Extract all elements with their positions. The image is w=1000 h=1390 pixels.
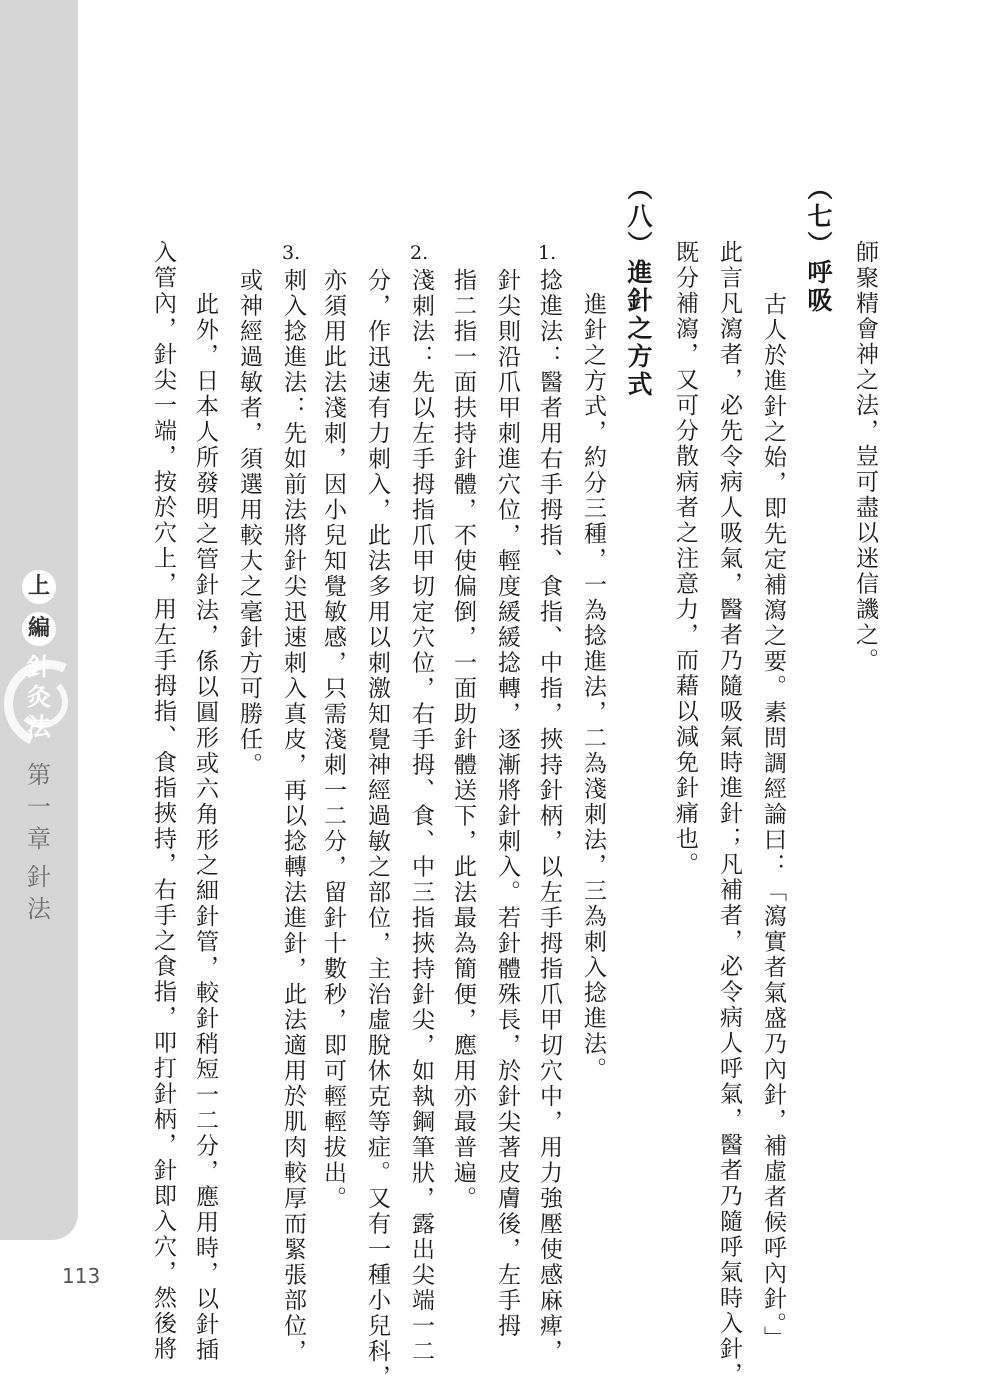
part-marker-2: 編: [0, 612, 78, 646]
extra-text-column-1: 此外，日本人所發明之管針法，係以圓形或六角形之細針管，較針稍短一二分，應用時，以針插: [192, 292, 218, 1363]
chapter-char-3: 章: [27, 825, 51, 853]
s7-text-column-3: 既分補瀉，又可分散病者之注意力，而藉以減免針痛也。: [672, 240, 698, 878]
s7-text-column-1: 古人於進針之始，即先定補瀉之要。素問調經論曰：「瀉實者氣盛乃內針，補虛者候呼內針。」: [760, 292, 786, 1352]
s8-intro-column: 進針之方式，約分三種，一為捻進法，二為淺刺法，三為刺入捻進法。: [580, 292, 606, 1083]
extra-text-column-2: 入管內，針尖一端，按於穴上，用左手拇指、食指挾持，右手之食指，叩打針柄，針即入穴，然後將: [150, 240, 176, 1362]
item-2-column-1: 淺刺法：先以左手拇指爪甲切定穴位，右手拇、食、中三指挾持針尖，如執鋼筆狀，露出尖端一二: [408, 268, 434, 1365]
part-marker-1: 上: [0, 570, 78, 604]
chapter-char-2: 一: [27, 793, 51, 821]
item-1-column-1: 捻進法：醫者用右手拇指、食指、中指，挾持針柄，以左手拇指爪甲切穴中，用力強壓使感麻痺，: [536, 268, 562, 1365]
page-number: 113: [62, 1264, 101, 1288]
book-title-char-3: 法: [27, 713, 51, 741]
item-1-number: 1.: [538, 242, 557, 264]
book-title-char-2: 灸: [27, 683, 51, 711]
item-2-column-2: 分，作迅速有力刺入，此法多用以刺激知覺神經過敏之部位，主治虛脫休克等症。又有一種小兒科，: [364, 268, 390, 1390]
lead-text-column: 師聚精會神之法，豈可盡以迷信譏之。: [852, 240, 878, 674]
s7-text-column-2: 此言凡瀉者，必先令病人吸氣，醫者乃隨吸氣時進針；凡補者，必令病人呼氣，醫者乃隨呼氣時入針，: [716, 240, 742, 1388]
item-3-column-2: 或神經過敏者，須選用較大之毫針方可勝任。: [236, 268, 262, 778]
topic-char-1: 針: [27, 863, 51, 891]
item-1-column-3: 指二指一面扶持針體，不使偏倒，一面助針體送下，此法最為簡便，應用亦最普遍。: [450, 268, 476, 1212]
item-1-column-2: 針尖則沿爪甲刺進穴位，輕度緩緩捻轉，逐漸將針刺入。若針體殊長，於針尖著皮膚後，左手拇: [494, 268, 520, 1339]
item-3-column-1: 刺入捻進法：先如前法將針尖迅速刺入真皮，再以捻轉法進針，此法適用於肌肉較厚而緊張部位，: [280, 268, 306, 1365]
item-3-number: 3.: [282, 242, 301, 264]
item-2-column-3: 亦須用此法淺刺，因小兒知覺敏感，只需淺刺一二分，留針十數秒，即可輕輕拔出。: [320, 268, 346, 1212]
section-8-heading: （八）進針之方式: [624, 175, 653, 399]
section-7-heading: （七）呼吸: [804, 175, 833, 315]
topic-char-2: 法: [27, 895, 51, 923]
chapter-side-tab: [0, 0, 78, 1240]
chapter-char-1: 第: [27, 761, 51, 789]
book-title-char-1: 針: [27, 653, 51, 681]
item-2-number: 2.: [410, 242, 429, 264]
